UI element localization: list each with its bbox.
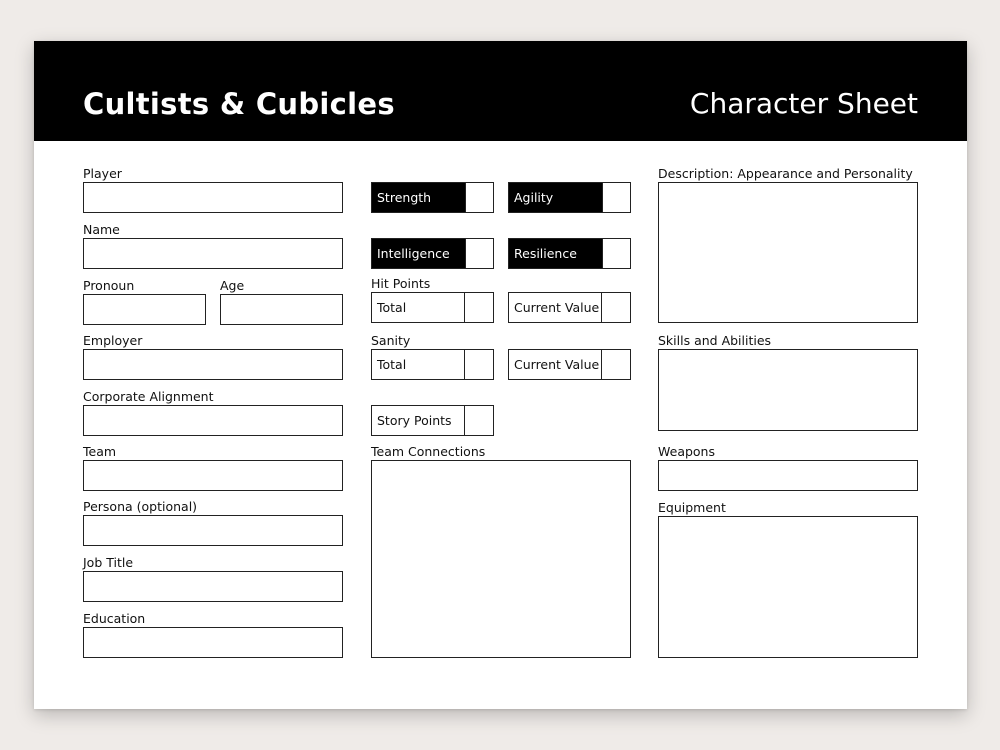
team-label: Team: [83, 444, 117, 459]
sheet-title: Character Sheet: [689, 87, 918, 120]
agility-value-box[interactable]: [602, 183, 630, 212]
corporate-alignment-field[interactable]: [83, 405, 343, 436]
sanity-label: Sanity: [371, 333, 411, 348]
intelligence-value-box[interactable]: [465, 239, 493, 268]
employer-label: Employer: [83, 333, 143, 348]
hp-total-stat[interactable]: [371, 292, 494, 323]
skills-field[interactable]: [658, 349, 918, 431]
sanity-current-stat[interactable]: [508, 349, 631, 380]
sanity-current-label: Current Value: [509, 350, 602, 379]
hp-current-value-box[interactable]: [602, 293, 630, 322]
hp-current-stat[interactable]: [508, 292, 631, 323]
player-field[interactable]: [83, 182, 343, 213]
weapons-field[interactable]: [658, 460, 918, 491]
hit-points-label: Hit Points: [371, 276, 431, 291]
education-field[interactable]: [83, 627, 343, 658]
story-points-value-box[interactable]: [465, 406, 493, 435]
sanity-current-value-box[interactable]: [602, 350, 630, 379]
resilience-stat[interactable]: [508, 238, 631, 269]
agility-stat[interactable]: [508, 182, 631, 213]
resilience-value-box[interactable]: [602, 239, 630, 268]
job-title-label: Job Title: [83, 555, 134, 570]
intelligence-stat[interactable]: [371, 238, 494, 269]
hp-total-label: Total: [372, 293, 465, 322]
player-label: Player: [83, 166, 122, 181]
weapons-label: Weapons: [658, 444, 715, 459]
hp-total-value-box[interactable]: [465, 293, 493, 322]
description-label: Description: Appearance and Personality: [658, 166, 913, 181]
hp-current-label: Current Value: [509, 293, 602, 322]
team-field[interactable]: [83, 460, 343, 491]
age-field[interactable]: [220, 294, 343, 325]
game-title: Cultists & Cubicles: [83, 87, 395, 121]
description-field[interactable]: [658, 182, 918, 323]
persona-label: Persona (optional): [83, 499, 198, 514]
story-points-label: Story Points: [372, 406, 465, 435]
employer-field[interactable]: [83, 349, 343, 380]
education-label: Education: [83, 611, 146, 626]
persona-field[interactable]: [83, 515, 343, 546]
strength-value-box[interactable]: [465, 183, 493, 212]
character-sheet: [34, 41, 967, 709]
intelligence-label: Intelligence: [372, 239, 465, 268]
story-points-stat[interactable]: [371, 405, 494, 436]
strength-label: Strength: [372, 183, 465, 212]
name-field[interactable]: [83, 238, 343, 269]
pronoun-field[interactable]: [83, 294, 206, 325]
resilience-label: Resilience: [509, 239, 602, 268]
skills-label: Skills and Abilities: [658, 333, 772, 348]
age-label: Age: [220, 278, 245, 293]
sanity-total-value-box[interactable]: [465, 350, 493, 379]
job-title-field[interactable]: [83, 571, 343, 602]
name-label: Name: [83, 222, 120, 237]
strength-stat[interactable]: [371, 182, 494, 213]
equipment-field[interactable]: [658, 516, 918, 658]
sanity-total-stat[interactable]: [371, 349, 494, 380]
equipment-label: Equipment: [658, 500, 726, 515]
pronoun-label: Pronoun: [83, 278, 135, 293]
team-connections-label: Team Connections: [371, 444, 486, 459]
agility-label: Agility: [509, 183, 602, 212]
sheet-header: [34, 41, 967, 141]
corporate-alignment-label: Corporate Alignment: [83, 389, 214, 404]
team-connections-field[interactable]: [371, 460, 631, 658]
sanity-total-label: Total: [372, 350, 465, 379]
